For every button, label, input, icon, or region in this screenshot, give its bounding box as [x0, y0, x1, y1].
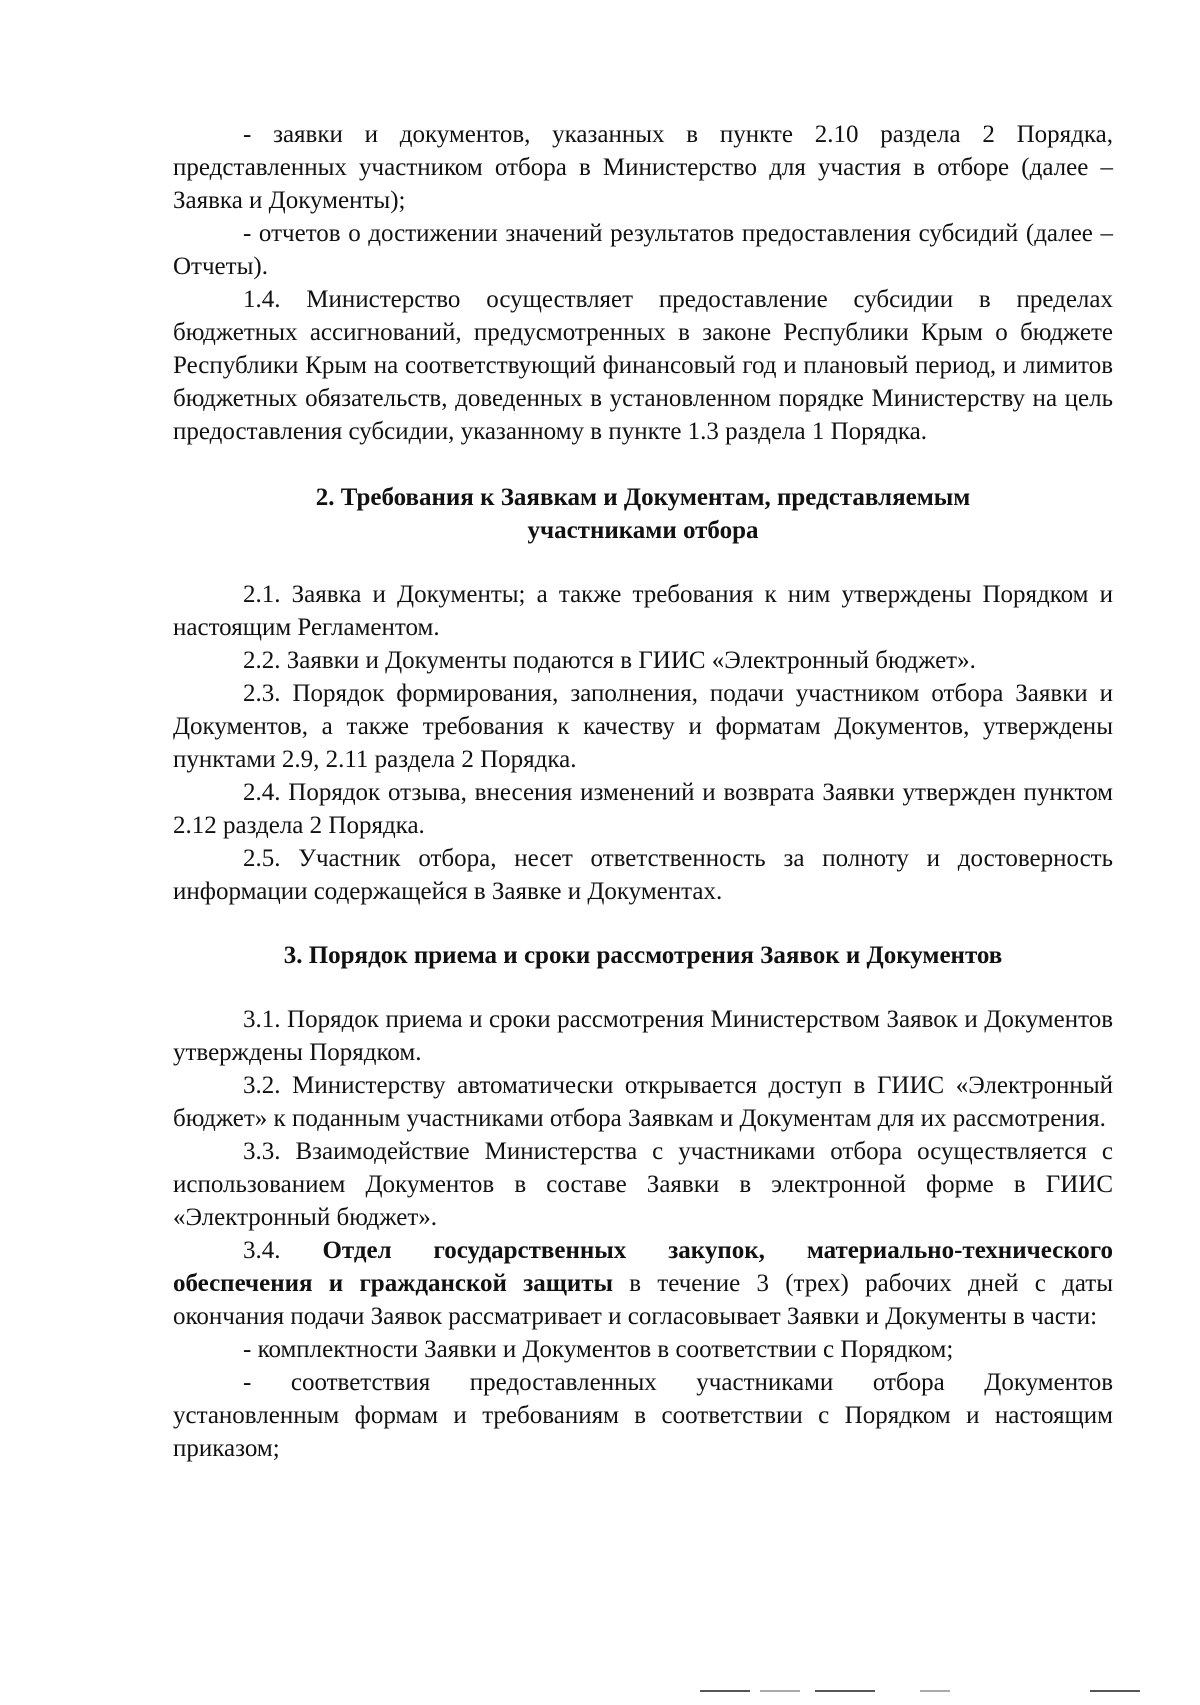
paragraph-3-4-number: 3.4.: [243, 1237, 323, 1264]
paragraph-2-3: 2.3. Порядок формирования, заполнения, подачи участником отбора Заявки и Документов, а также требования к качеству и форматам Документов, утверждены пунктами 2.9, 2.11 раздела 2 Порядка.: [173, 680, 1113, 773]
paragraph-2-5: 2.5. Участник отбора, несет ответственность за полноту и достоверность информации содержащейся в Заявке и Документах.: [173, 845, 1113, 905]
paragraph-2-2: 2.2. Заявки и Документы подаются в ГИИС «Электронный бюджет».: [243, 647, 976, 674]
paragraph-3-2: 3.2. Министерству автоматически открывается доступ в ГИИС «Электронный бюджет» к поданным участниками отбора Заявкам и Документам для их рассмотрения.: [173, 1072, 1113, 1132]
paragraph-2-1: 2.1. Заявка и Документы; а также требования к ним утверждены Порядком и настоящим Регламентом.: [173, 581, 1113, 641]
paragraph-3-4: [173, 1234, 1113, 1333]
paragraph-reports: - отчетов о достижении значений результатов предоставления субсидий (далее – Отчеты).: [173, 220, 1113, 280]
paragraph-3-3: 3.3. Взаимодействие Министерства с участниками отбора осуществляется с использованием Документов в составе Заявки в электронной форме в ГИИС «Электронный бюджет».: [173, 1138, 1113, 1231]
paragraph-2-4: 2.4. Порядок отзыва, внесения изменений и возврата Заявки утвержден пунктом 2.12 раздела 2 Порядка.: [173, 779, 1113, 839]
paragraph-3-4-department: Отдел государственных закупок, материально-технического обеспечения и гражданской защиты: [173, 1237, 1113, 1297]
paragraph-3-4-text: в течение 3 (трех) рабочих дней с даты окончания подачи Заявок рассматривает и согласовывает Заявки и Документы в части:: [173, 1270, 1113, 1330]
paragraph-completeness: - комплектности Заявки и Документов в соответствии с Порядком;: [243, 1336, 954, 1363]
scan-artifacts: [0, 1690, 1200, 1700]
section-3-heading: 3. Порядок приема и сроки рассмотрения Заявок и Документов: [283, 942, 1003, 969]
paragraph-applications-documents: - заявки и документов, указанных в пункте 2.10 раздела 2 Порядка, представленных участником отбора в Министерство для участия в отборе (далее –Заявка и Документы);: [173, 121, 1113, 214]
paragraph-3-1: 3.1. Порядок приема и сроки рассмотрения Министерством Заявок и Документов утверждены Порядком.: [173, 1006, 1113, 1066]
paragraph-compliance: - соответствия предоставленных участниками отбора Документов установленным формам и требованиям в соответствии с Порядком и настоящим приказом;: [173, 1369, 1113, 1462]
document-page: [173, 118, 1113, 1465]
section-2-heading: 2. Требования к Заявкам и Документам, представляемым участниками отбора: [315, 484, 971, 544]
paragraph-1-4: 1.4. Министерство осуществляет предоставление субсидии в пределах бюджетных ассигнований, предусмотренных в законе Республики Крым о бюджете Республики Крым на соответствующий финансовый год и плановый период, и лимитов бюджетных обязательств, доведенных в установленном порядке Министерству на цель предоставления субсидии, указанному в пункте 1.3 раздела 1 Порядка.: [173, 286, 1113, 445]
